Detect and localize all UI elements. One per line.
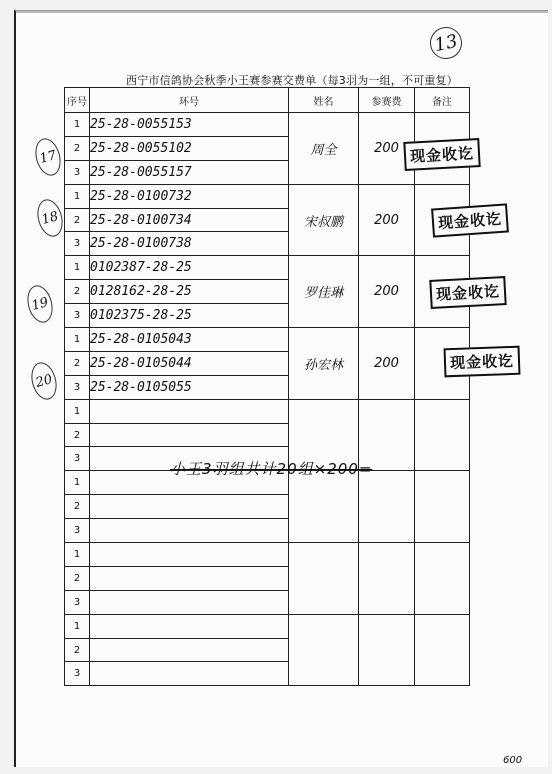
ring-number-cell: 25-28-0100734 xyxy=(90,208,289,232)
seq-cell: 2 xyxy=(65,351,90,375)
form-title: 西宁市信鸽协会秋季小王赛参赛交费单（每3羽为一组，不可重复） xyxy=(126,74,458,87)
ring-number-cell: 25-28-0105044 xyxy=(90,351,289,375)
ring-number-cell: 0128162-28-25 xyxy=(90,280,289,304)
corner-page-mark: 13 xyxy=(427,24,465,62)
seq-cell: 1 xyxy=(65,113,90,137)
fee-cell xyxy=(359,614,415,686)
group-number-circle: 20 xyxy=(27,360,60,403)
seq-cell: 1 xyxy=(65,614,90,638)
handwritten-total-note: 小王3羽组共计20组×200= xyxy=(170,460,373,478)
seq-cell: 1 xyxy=(65,543,90,567)
ring-number-cell xyxy=(90,423,289,447)
group-number-circle: 18 xyxy=(33,197,66,240)
remark-cell xyxy=(415,471,470,543)
table-row xyxy=(65,543,470,567)
cash-received-stamp: 现金收讫 xyxy=(403,138,480,171)
ring-number-cell xyxy=(90,590,289,614)
remark-cell xyxy=(415,399,470,471)
header-name: 姓名 xyxy=(289,88,359,113)
table-row xyxy=(65,614,470,638)
fee-cell: 200 xyxy=(359,256,415,328)
seq-cell: 3 xyxy=(65,662,90,686)
fee-cell: 200 xyxy=(359,328,415,400)
owner-name-cell: 罗佳琳 xyxy=(289,256,359,328)
owner-name-cell xyxy=(289,614,359,686)
table-row xyxy=(65,113,470,137)
ring-number-cell: 25-28-0105055 xyxy=(90,375,289,399)
table-row xyxy=(65,184,470,208)
seq-cell: 1 xyxy=(65,328,90,352)
fee-cell xyxy=(359,543,415,615)
header-remark: 备注 xyxy=(415,88,470,113)
ring-number-cell: 25-28-0105043 xyxy=(90,328,289,352)
table-row xyxy=(65,256,470,280)
owner-name-cell: 周全 xyxy=(289,113,359,185)
owner-name-cell: 宋叔鹏 xyxy=(289,184,359,256)
ring-number-cell xyxy=(90,519,289,543)
cash-received-stamp: 现金收讫 xyxy=(429,276,506,309)
owner-name-cell xyxy=(289,543,359,615)
cash-received-stamp: 现金收讫 xyxy=(431,203,509,237)
header-ring: 环号 xyxy=(90,88,289,113)
group-number-circle: 19 xyxy=(23,283,56,326)
table-row xyxy=(65,399,470,423)
seq-cell: 2 xyxy=(65,136,90,160)
ring-number-cell xyxy=(90,662,289,686)
ring-number-cell: 25-28-0055102 xyxy=(90,136,289,160)
ring-number-cell xyxy=(90,566,289,590)
header-row xyxy=(65,88,470,113)
seq-cell: 2 xyxy=(65,208,90,232)
seq-cell: 3 xyxy=(65,519,90,543)
seq-cell: 3 xyxy=(65,232,90,256)
seq-cell: 3 xyxy=(65,160,90,184)
ring-number-cell xyxy=(90,543,289,567)
ring-number-cell: 0102375-28-25 xyxy=(90,304,289,328)
seq-cell: 1 xyxy=(65,256,90,280)
scan-edge xyxy=(16,11,548,13)
seq-cell: 3 xyxy=(65,375,90,399)
remark-cell xyxy=(415,543,470,615)
ring-number-cell: 25-28-0055153 xyxy=(90,113,289,137)
ring-number-cell xyxy=(90,495,289,519)
seq-cell: 3 xyxy=(65,304,90,328)
seq-cell: 1 xyxy=(65,471,90,495)
group-number-circle: 17 xyxy=(31,136,64,179)
fee-cell xyxy=(359,471,415,543)
seq-cell: 3 xyxy=(65,447,90,471)
ring-number-cell: 25-28-0100732 xyxy=(90,184,289,208)
header-seq: 序号 xyxy=(65,88,90,113)
table-row xyxy=(65,328,470,352)
ring-number-cell xyxy=(90,638,289,662)
seq-cell: 1 xyxy=(65,399,90,423)
cash-received-stamp: 现金收讫 xyxy=(444,346,521,378)
ring-number-cell: 25-28-0055157 xyxy=(90,160,289,184)
seq-cell: 2 xyxy=(65,280,90,304)
ring-number-cell xyxy=(90,614,289,638)
fee-cell: 200 xyxy=(359,113,415,185)
owner-name-cell xyxy=(289,471,359,543)
ring-number-cell xyxy=(90,399,289,423)
seq-cell: 1 xyxy=(65,184,90,208)
ring-number-cell: 0102387-28-25 xyxy=(90,256,289,280)
seq-cell: 2 xyxy=(65,495,90,519)
ring-number-cell: 25-28-0100738 xyxy=(90,232,289,256)
seq-cell: 2 xyxy=(65,423,90,447)
seq-cell: 3 xyxy=(65,590,90,614)
entry-table xyxy=(64,87,470,686)
fee-cell: 200 xyxy=(359,184,415,256)
header-fee: 参赛费 xyxy=(359,88,415,113)
seq-cell: 2 xyxy=(65,638,90,662)
seq-cell: 2 xyxy=(65,566,90,590)
owner-name-cell: 孙宏林 xyxy=(289,328,359,400)
page-number: 600 xyxy=(503,755,523,766)
remark-cell xyxy=(415,614,470,686)
